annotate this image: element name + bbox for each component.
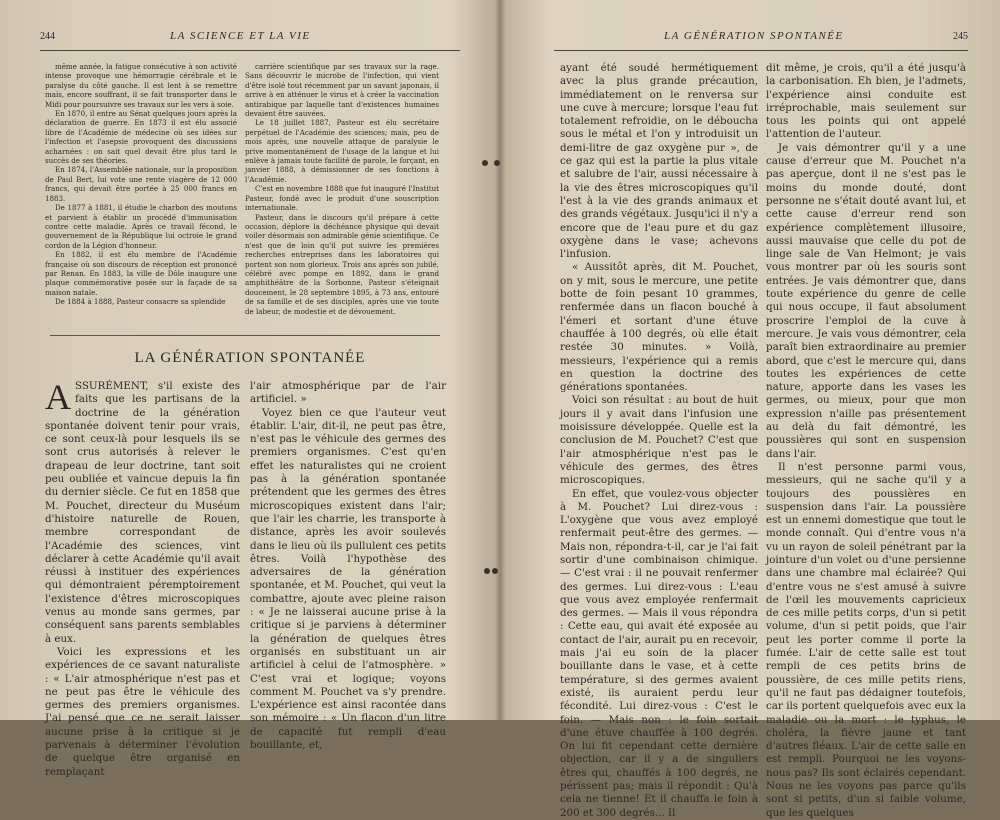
paragraph: En 1870, il entre au Sénat quelques jours après la déclaration de guerre. En 1873 il est élu associé libre de l'Académie de médecine où ses idées sur l'infection et l'asepsie provoquent des discussions acharnées : on sait quel devait être plus tard le succès de ses théories. <box>45 109 237 166</box>
paragraph: carrière scientifique par ses travaux sur la rage. Sans découvrir le microbe de l'infection, qui vient d'être isolé tout récemment par un savant japonais, il arrive à en atténuer le virus et à créer la vaccination antirabique par laquelle tant d'existences humaines devaient être sauvées. <box>245 62 439 119</box>
right-col-2 <box>766 62 966 819</box>
paragraph: « Aussitôt après, dit M. Pouchet, on y mit, sous le mercure, une petite botte de foin pesant 10 grammes, renfermée dans un flacon bouché à l'émeri et sortant d'une étuve chauffée à 100 degrés, où elle était restée 30 minutes. » Voilà, messieurs, l'expérience qui a remis en question la doctrine des générations spontanées. <box>560 261 758 394</box>
paragraph: Le 18 juillet 1887, Pasteur est élu secrétaire perpétuel de l'Académie des sciences; mais, peu de mois après, une nouvelle attaque de paralysie le prive momentanément de l'usage de la langue et lui enlève à jamais toute facilité de parole, le forçant, en janvier 1888, à démissionner de ses fonctions à l'Académie. <box>245 118 439 184</box>
binding-hole <box>484 568 490 574</box>
left-page <box>0 0 496 778</box>
paragraph: De 1877 à 1881, il étudie le charbon des moutons et parvient à établir un procédé d'immunisation contre cette maladie. Après ce travail fécond, le gouvernement de la République lui octroie le grand cordon de la Légion d'honneur. <box>45 203 237 250</box>
left-col-1 <box>45 62 237 317</box>
paragraph <box>45 377 240 646</box>
binding-hole <box>482 160 488 166</box>
paragraph: En 1874, l'Assemblée nationale, sur la proposition de Paul Bert, lui vote une rente viagère de 12 000 francs, qui devait être portée à 25 000 francs en 1883. <box>45 165 237 203</box>
header-rule <box>554 50 968 51</box>
left-col-4 <box>250 380 446 752</box>
binding-hole <box>494 160 500 166</box>
paragraph: l'air atmosphérique par de l'air artificiel. » <box>250 380 446 406</box>
left-header <box>40 30 460 48</box>
right-page <box>504 0 1000 819</box>
paragraph: Voici son résultat : au bout de huit jours il y avait dans l'infusion une moisissure développée. Quelle est la conclusion de M. Pouchet? C'est que l'air atmosphérique n'est pas le véhicule des germes, des êtres microscopiques. <box>560 394 758 487</box>
paragraph: Voici les expressions et les expériences de ce savant naturaliste : « L'air atmosphérique n'est pas et ne peut pas être le véhicule des germes des premiers organismes. J'ai pensé que ce ne serait laisser aucune prise à la critique si je parvenais à déterminer l'évolution de quelque être organisé en remplaçant <box>45 645 240 778</box>
left-col-2 <box>245 62 439 317</box>
drop-cap: A <box>45 377 71 417</box>
paragraph: Voyez bien ce que l'auteur veut établir. L'air, dit-il, ne peut pas être, n'est pas le véhicule des germes des premiers organismes. C'est qu'en effet les naturalistes qui ne croient pas à la génération spontanée prétendent que les germes des êtres microscopiques existent dans l'air; que l'air les charrie, les transporte à distance, après les avoir soulevés dans le lieu où ils pullulent ces petits êtres. Voilà l'hypothèse des adversaires de la génération spontanée, et M. Pouchet, qui veut la combattre, ajoute avec pleine raison : « Je ne laisserai aucune prise à la critique si je parviens à déterminer la génération de quelques êtres organisés en substituant un air artificiel à celui de l'atmosphère. » C'est vrai et logique; voyons comment M. Pouchet va s'y prendre. L'expérience est ainsi racontée dans son mémoire : « Un flacon d'un litre de capacité fut rempli d'eau bouillante, et, <box>250 406 446 752</box>
left-page-number: 244 <box>40 31 55 42</box>
right-running-head: LA GÉNÉRATION SPONTANÉE <box>664 30 844 42</box>
left-running-head: LA SCIENCE ET LA VIE <box>170 30 311 42</box>
paragraph: C'est en novembre 1888 que fut inauguré l'Institut Pasteur, fondé avec le produit d'une souscription internationale. <box>245 184 439 213</box>
paragraph: Je vais démontrer qu'il y a une cause d'erreur que M. Pouchet n'a pas aperçue, dont il ne s'est pas le moins du monde douté, dont personne ne s'était douté avant lui, et cette cause d'erreur rend son expérience complètement illusoire, aussi mauvaise que celle du pot de linge sale de Van Helmont; je vais vous montrer par où les souris sont entrées. Je vais démontrer que, dans toute expérience du genre de celle qui nous occupe, il faut absolument proscrire l'emploi de la cuve à mercure. Je vais vous démontrer, cela paraît bien extraordinaire au premier abord, que c'est le mercure qui, dans toutes les expériences de cette nature, apporte dans les vases les germes, ou mieux, pour que mon expression n'aille pas présentement au delà du fait démontré, les poussières qui sont en suspension dans l'air. <box>766 141 966 460</box>
section-rule <box>50 335 440 336</box>
paragraph: ayant été soudé hermétiquement avec la plus grande précaution, immédiatement on le renversa sur une cuve à mercure; lorsque l'eau fut totalement refroidie, on le déboucha sous le métal et l'on y introduisit un demi-litre de gaz oxygène pur », de ce gaz qui est la partie la plus vitale et salubre de l'air, aussi nécessaire à la vie des êtres microscopiques qu'il l'est à la vie des grands animaux et des grands végétaux. Jusqu'ici il n'y a encore que de l'eau pure et du gaz oxygène dans le vase; achevons l'infusion. <box>560 62 758 261</box>
section-title: LA GÉNÉRATION SPONTANÉE <box>134 350 366 366</box>
right-col-1 <box>560 62 758 819</box>
paragraph: dit même, je crois, qu'il a été jusqu'à la carbonisation. Eh bien, je l'admets, l'expérience ainsi conduite est irréprochable, mais seulement sur tous les points qui ont appelé l'attention de l'auteur. <box>766 62 966 141</box>
paragraph: même année, la fatigue consécutive à son activité intense provoque une hémorragie cérébrale et le paralyse du côté gauche. Il est lent à se remettre mais, encore souffrant, il se fait transporter dans le Midi pour poursuivre ses travaux sur les vers à soie. <box>45 62 237 109</box>
binding-hole <box>492 568 498 574</box>
header-rule <box>40 50 460 51</box>
paragraph: En 1882, il est élu membre de l'Académie française où son discours de réception est prononcé par Renan. En 1883, la ville de Dôle inaugure une plaque commémorative posée sur la façade de sa maison natale. <box>45 250 237 297</box>
paragraph: Il n'est personne parmi vous, messieurs, qui ne sache qu'il y a toujours des poussières en suspension dans l'air. La poussière est un ennemi domestique que tout le monde connaît. Qui d'entre vous n'a vu un rayon de soleil pénétrant par la jointure d'un volet ou d'une persienne dans une chambre mal éclairée? Qui d'entre vous ne s'est amusé à suivre de l'œil les mouvements capricieux de ces mille petits corps, d'un si petit volume, d'un si petit poids, que l'air peut les porter comme il porte la fumée. L'air de cette salle est tout rempli de ces petits brins de poussière, de ces mille petits riens, qu'il ne faut pas dédaigner toutefois, car ils portent quelquefois avec eux la maladie ou la mort : le typhus, le choléra, la fièvre jaune et tant d'autres fléaux. L'air de cette salle en est rempli. Pourquoi ne les voyons-nous pas? Ils sont éclairés cependant. Nous ne les voyons pas parce qu'ils sont si petits, d'un si faible volume, que les quelques <box>766 460 966 819</box>
right-header <box>554 30 968 48</box>
left-col-3 <box>45 377 240 778</box>
paragraph: En effet, que voulez-vous objecter à M. Pouchet? Lui direz-vous : L'oxygène que vous avez employé renfermait peut-être des germes. — Mais non, répondra-t-il, car je l'ai fait sortir d'une combinaison chimique. — C'est vrai : il ne pouvait renfermer des germes. Lui direz-vous : L'eau que vous avez employée renfermait des germes. — Mais il vous répondra : Cette eau, qui avait été exposée au contact de l'air, aurait pu en recevoir, mais j'ai eu soin de la placer bouillante dans le vase, et à cette température, si des germes avaient existé, ils auraient perdu leur fécondité. Lui direz-vous : C'est le foin. — Mais non : le foin sortait d'une étuve chauffée à 100 degrés. On lui fit cependant cette dernière objection, car il y a de singuliers êtres qui, chauffés à 100 degrés, ne périssent pas; mais il répondit : Qu'à cela ne tienne! Et il chauffa le foin à 200 et 300 degrés... Il <box>560 487 758 819</box>
right-page-number: 245 <box>953 31 968 42</box>
paragraph: De 1884 à 1888, Pasteur consacre sa splendide <box>55 297 226 307</box>
paragraph: Pasteur, dans le discours qu'il prépare à cette occasion, déplore la déchéance physique qui devait voiler désormais son admirable génie scientifique. Ce n'est que de loin qu'il put suivre les premières recherches entreprises dans les laboratoires qui portent son nom glorieux. Trois ans après son jubilé, célébré avec pompe en 1892, dans le grand amphithéâtre de la Sorbonne, Pasteur s'éteignait doucement, le 28 septembre 1895, à 73 ans, entouré de sa famille et de ses disciples, après une vie toute de labeur, de modestie et de dévouement. <box>245 212 439 316</box>
paragraph-text: SSURÉMENT, s'il existe des faits que les partisans de la doctrine de la génération spontanée doivent tenir pour vrais, ce sont ceux-là pour lesquels ils se sont crus autorisés à relever le drapeau de leur doctrine, tant soit peu oubliée et vaincue depuis la fin du dernier siècle. Ce fut en 1858 que M. Pouchet, directeur du Muséum d'histoire naturelle de Rouen, membre correspondant de l'Académie des sciences, vint déclarer à cette Académie qu'il avait réussi à instituer des expériences qui démontraient péremptoirement l'existence d'êtres microscopiques venus au monde sans germes, par conséquent sans parents semblables à eux. <box>45 380 240 645</box>
